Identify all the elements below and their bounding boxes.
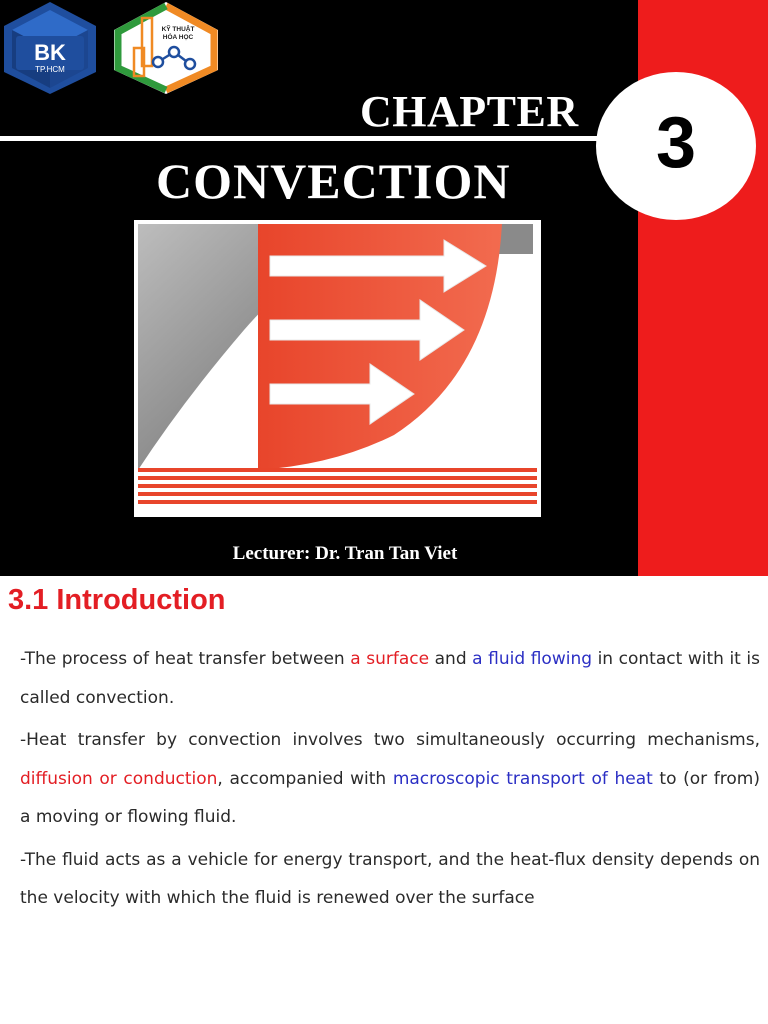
paragraph-3 (20, 841, 760, 918)
paragraph-3-text: -The fluid acts as a vehicle for energy transport, and the heat-flux density depends on the velocity with which the fluid is renewed over the surface (20, 849, 760, 908)
paragraph-1-highlight-fluid: a fluid flowing (472, 649, 593, 669)
paragraph-2-text-a: -Heat transfer by convection involves two simultaneously occurring mechanisms, (20, 730, 760, 750)
logo-text-line-2: HÓA HỌC (162, 34, 194, 41)
paragraph-2-text-b: , accompanied with (217, 768, 393, 789)
paragraph-1-text-c: in contact with it is called convection. (20, 649, 760, 708)
paragraph-2 (20, 721, 760, 837)
introduction-body (20, 640, 760, 922)
chapter-number: 3 (655, 103, 697, 183)
paragraph-2-highlight-diffusion: diffusion or conduction (20, 768, 218, 789)
paragraph-2-text-c: to (or from) a moving or flowing fluid. (20, 768, 760, 827)
convection-illustration (134, 220, 541, 517)
chemical-engineering-logo (108, 0, 224, 96)
slide-title: CONVECTION (156, 153, 511, 209)
paragraph-1-text-b: and (429, 649, 473, 669)
section-heading: 3.1 Introduction (8, 584, 226, 616)
chapter-label: CHAPTER (360, 87, 579, 136)
paragraph-1-text-a: -The process of heat transfer between (20, 649, 351, 669)
chapter-number-circle (596, 72, 756, 220)
paragraph-2-highlight-transport: macroscopic transport of heat (392, 768, 653, 789)
lecturer-name: Lecturer: Dr. Tran Tan Viet (232, 543, 458, 564)
paragraph-1-highlight-surface: a surface (350, 649, 430, 669)
logo-text-line-1: KỸ THUẬT (161, 26, 195, 33)
boundary-layer-graphic (134, 220, 541, 517)
bk-logo-subtext: TP.HCM (35, 65, 65, 74)
bk-logo-text: BK (34, 40, 66, 65)
paragraph-1 (20, 640, 760, 717)
bk-university-logo (0, 0, 100, 96)
